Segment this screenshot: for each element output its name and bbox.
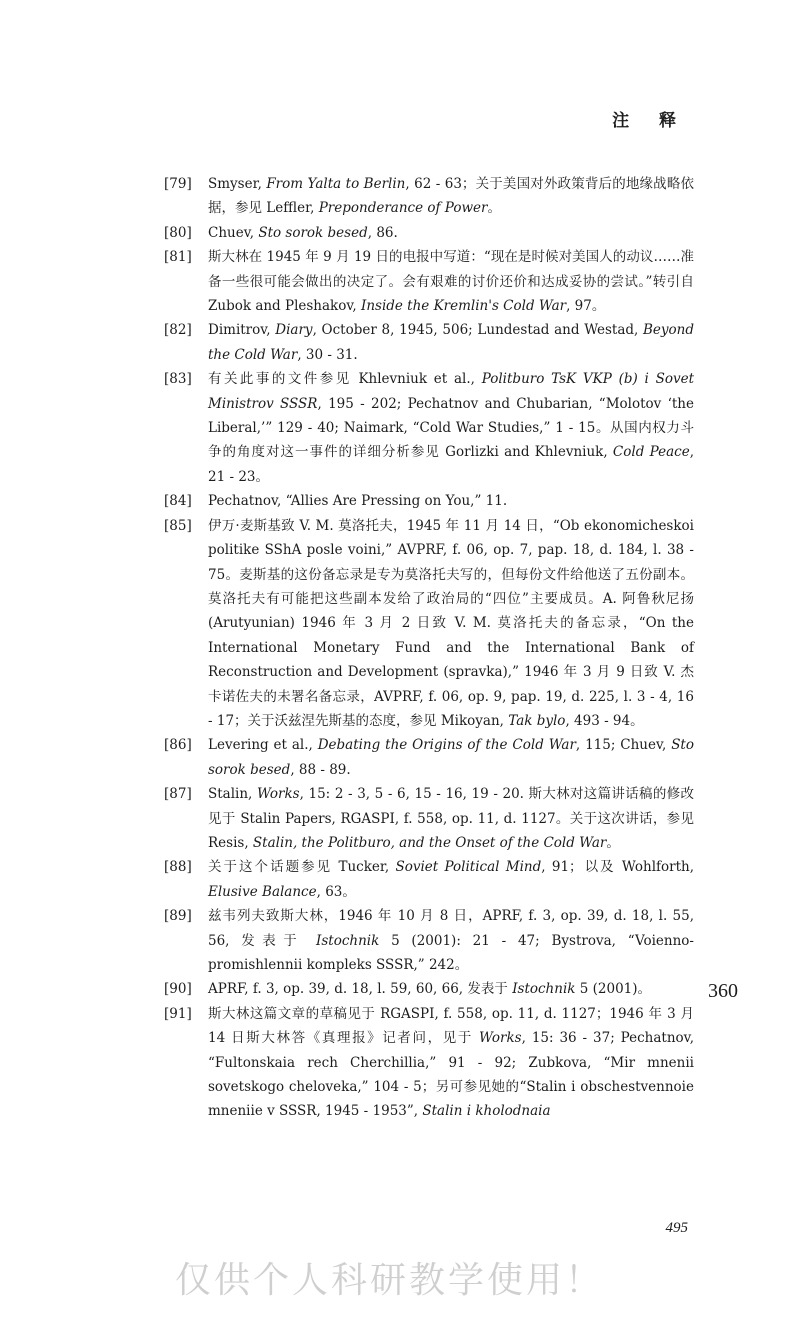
note-text-segment: 。 — [487, 200, 501, 217]
note-title-italic: Preponderance of Power — [318, 200, 488, 217]
note-text-segment: , 195 - 202; Pechatnov and Chubarian, “Molotov ‘the Liberal,’” 129 - 40; Naimark, “Cold War Studies,” 1 - 15。从国内权力斗争的角度对这一事件的详细分析参见 Gorlizki and Khlevniuk, — [208, 395, 694, 461]
note-number: [88] — [164, 859, 192, 876]
note-text-segment: 有关此事的文件参见 Khlevniuk et al., — [208, 371, 482, 388]
note-item — [164, 221, 694, 245]
note-number: [79] — [164, 176, 192, 192]
note-item — [164, 1002, 694, 1124]
note-number: [91] — [164, 1005, 192, 1022]
note-text — [208, 977, 694, 1001]
note-number: [87] — [164, 786, 192, 803]
note-text-segment: Chuev, — [208, 224, 259, 241]
note-number: [83] — [164, 371, 192, 388]
note-number: [82] — [164, 322, 192, 339]
note-text-segment: 关于这个话题参见 Tucker, — [208, 859, 396, 876]
note-number: [89] — [164, 908, 192, 925]
note-text-segment: Levering et al., — [208, 737, 318, 754]
note-text-segment: , 62 - 63；关于美国对外政策背后的地缘战略依据，参见 Leffler, — [208, 176, 694, 217]
note-item — [164, 855, 694, 904]
note-text-segment: , 493 - 94。 — [565, 712, 644, 729]
note-title-italic: Works — [478, 1030, 522, 1047]
note-item — [164, 782, 694, 855]
note-text — [208, 514, 694, 734]
note-text-segment: Stalin, — [208, 786, 257, 803]
note-number: [86] — [164, 737, 192, 754]
note-title-italic: Stalin i kholodnaia — [422, 1103, 551, 1120]
note-item — [164, 245, 694, 318]
note-text-segment: , 15: 36 - 37; Pechatnov, “Fultonskaia rech Cherchillia,” 91 - 92; Zubkova, “Mir mnenii sovetskogo cheloveka,” 104 - 5；另可参见她的“Stalin i obschestvennoie mneniie v SSSR, 1945 - 1953”, — [208, 1030, 694, 1120]
note-text-segment: 伊万·麦斯基致 V. M. 莫洛托夫，1945 年 11 月 14 日，“Ob ekonomicheskoi politike SShA posle voini,” AVPRF, f. 06, op. 7, pap. 18, d. 184, l. 38 - 75。麦斯基的这份备忘录是专为莫洛托夫写的，但每份文件给他送了五份副本。莫洛托夫有可能把这些副本发给了政治局的“四位”主要成员。A. 阿鲁秋尼扬 (Arutyunian) 1946 年 3 月 2 日致 V. M. 莫洛托夫的备忘录，“On the International Monetary Fund and the International Bank of Reconstruction and Development (spravka),” 1946 年 3 月 9 日致 V. 杰卡诺佐夫的未署名备忘录，AVPRF, f. 06, op. 9, pap. 19, d. 225, l. 3 - 4, 16 - 17；关于沃兹涅先斯基的态度，参见 Mikoyan, — [208, 517, 694, 729]
note-text — [208, 733, 694, 782]
note-title-italic: Istochnik — [512, 981, 576, 998]
note-text-segment: 斯大林这篇文章的草稿见于 RGASPI, f. 558, op. 11, d. 1127；1946 年 3 月 14 日斯大林答《真理报》记者问，见于 — [208, 1005, 694, 1047]
note-text-segment: , 97。 — [566, 298, 606, 315]
note-title-italic: Works — [256, 786, 300, 803]
note-title-italic: Soviet Political Mind — [395, 859, 542, 876]
note-text-segment: , 115; Chuev, — [575, 737, 672, 754]
note-number: [90] — [164, 981, 192, 998]
note-text-segment: Pechatnov, “Allies Are Pressing on You,” 11. — [208, 493, 508, 510]
note-number: [84] — [164, 493, 192, 510]
note-item — [164, 172, 694, 221]
note-text-segment: 。 — [606, 834, 620, 851]
note-title-italic: Debating the Origins of the Cold War — [317, 737, 576, 754]
note-text-segment: , 91；以及 Wohlforth, — [541, 859, 695, 876]
note-title-italic: Sto sorok besed — [208, 737, 694, 778]
note-title-italic: Elusive Balance — [208, 883, 317, 900]
note-text — [208, 172, 694, 221]
note-title-italic: From Yalta to Berlin — [266, 176, 406, 192]
note-text — [208, 489, 694, 513]
note-text-segment: , 88 - 89. — [290, 761, 351, 778]
note-text — [208, 221, 694, 245]
note-text-segment: 斯大林在 1945 年 9 月 19 日的电报中写道：“现在是时候对美国人的动议……准备一些很可能会做出的决定了。会有艰难的讨价还价和达成妥协的尝试。”转引自 Zubok and Pleshakov, — [208, 249, 694, 315]
note-title-italic: Sto sorok besed — [258, 224, 368, 241]
note-item — [164, 904, 694, 977]
note-text — [208, 782, 694, 855]
note-item — [164, 489, 694, 513]
note-item — [164, 733, 694, 782]
watermark-text: 仅供个人科研教学使用！ — [175, 1260, 605, 1301]
note-number: [81] — [164, 249, 192, 266]
note-text-segment: , 21 - 23。 — [208, 444, 694, 485]
note-text-segment: Smyser, — [208, 176, 267, 192]
note-text — [208, 1002, 694, 1124]
note-number: [85] — [164, 517, 192, 534]
note-title-italic: Politburo TsK VKP (b) i Sovet Ministrov SSSR — [208, 371, 694, 412]
note-text-segment: Dimitrov, — [208, 322, 276, 339]
note-title-italic: Tak bylo — [508, 712, 566, 729]
section-title: 注 释 — [612, 111, 688, 131]
note-item — [164, 977, 694, 1001]
margin-page-number: 360 — [708, 980, 738, 1002]
note-text-segment: 5 (2001): 21 - 47; Bystrova, “Voienno-promishlennii kompleks SSSR,” 242。 — [208, 932, 694, 973]
note-text-segment: , 86. — [367, 224, 398, 241]
note-text — [208, 367, 694, 489]
note-title-italic: Inside the Kremlin's Cold War — [360, 298, 567, 315]
note-title-italic: Beyond the Cold War — [208, 322, 695, 363]
note-text-segment: 5 (2001)。 — [575, 981, 652, 998]
note-title-italic: Istochnik — [316, 932, 380, 949]
note-title-italic: Cold Peace — [612, 444, 690, 461]
note-text — [208, 245, 694, 318]
note-text-segment: 兹韦列夫致斯大林，1946 年 10 月 8 日，APRF, f. 3, op. 39, d. 18, l. 55, 56, 发表于 — [208, 908, 694, 949]
note-text — [208, 318, 694, 367]
note-text-segment: APRF, f. 3, op. 39, d. 18, l. 59, 60, 66, 发表于 — [208, 981, 513, 998]
note-text — [208, 904, 694, 977]
note-item — [164, 514, 694, 734]
note-text-segment: , 15: 2 - 3, 5 - 6, 15 - 16, 19 - 20. 斯大林对这篇讲话稿的修改见于 Stalin Papers, RGASPI, f. 558, op. 11, d. 1127。关于这次讲话，参见 Resis, — [208, 786, 694, 851]
note-item — [164, 367, 694, 489]
note-title-italic: Stalin, the Politburo, and the Onset of the Cold War — [252, 834, 607, 851]
note-number: [80] — [164, 224, 192, 241]
page-number: 495 — [665, 1220, 688, 1236]
note-text-segment: , October 8, 1945, 506; Lundestad and Westad, — [312, 322, 643, 339]
notes-list — [164, 172, 694, 1124]
note-text — [208, 855, 694, 904]
note-text-segment: , 63。 — [316, 883, 356, 900]
note-item — [164, 318, 694, 367]
note-title-italic: Diary — [275, 322, 313, 339]
note-text-segment: , 30 - 31. — [297, 346, 358, 363]
